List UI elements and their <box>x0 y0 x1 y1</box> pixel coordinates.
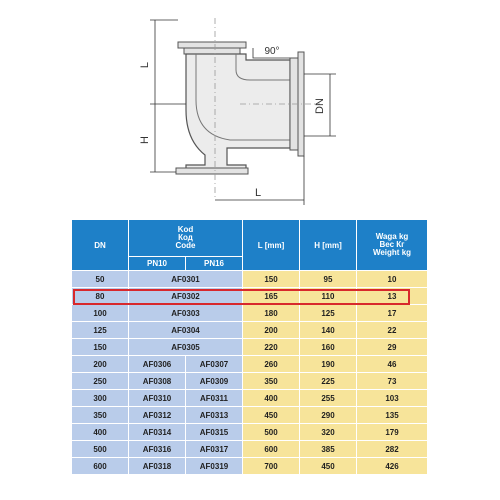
cell-weight: 46 <box>357 356 428 373</box>
cell-h: 140 <box>300 322 357 339</box>
cell-l: 450 <box>243 407 300 424</box>
cell-dn: 250 <box>72 373 129 390</box>
cell-h: 320 <box>300 424 357 441</box>
cell-pn10: AF0312 <box>129 407 186 424</box>
cell-weight: 10 <box>357 271 428 288</box>
header-dn: DN <box>72 220 129 271</box>
cell-code: AF0301 <box>129 271 243 288</box>
cell-l: 350 <box>243 373 300 390</box>
cell-l: 150 <box>243 271 300 288</box>
technical-drawing <box>0 0 500 215</box>
cell-l: 200 <box>243 322 300 339</box>
header-pn10: PN10 <box>129 257 186 271</box>
cell-pn16: AF0313 <box>186 407 243 424</box>
elbow-tee-drawing <box>0 0 500 215</box>
cell-l: 700 <box>243 458 300 475</box>
cell-h: 190 <box>300 356 357 373</box>
cell-pn10: AF0314 <box>129 424 186 441</box>
table-row <box>72 271 428 288</box>
table-row <box>72 390 428 407</box>
cell-h: 450 <box>300 458 357 475</box>
cell-dn: 200 <box>72 356 129 373</box>
table-row <box>72 373 428 390</box>
table-row <box>72 458 428 475</box>
cell-l: 260 <box>243 356 300 373</box>
bottom-flange <box>176 168 248 174</box>
cell-weight: 179 <box>357 424 428 441</box>
cell-h: 225 <box>300 373 357 390</box>
cell-code: AF0305 <box>129 339 243 356</box>
cell-h: 110 <box>300 288 357 305</box>
cell-weight: 22 <box>357 322 428 339</box>
cell-h: 255 <box>300 390 357 407</box>
cell-h: 160 <box>300 339 357 356</box>
cell-dn: 50 <box>72 271 129 288</box>
cell-weight: 13 <box>357 288 428 305</box>
label-diameter: DN <box>314 98 326 114</box>
cell-pn10: AF0318 <box>129 458 186 475</box>
cell-code: AF0302 <box>129 288 243 305</box>
cell-l: 500 <box>243 424 300 441</box>
cell-h: 290 <box>300 407 357 424</box>
cell-pn16: AF0317 <box>186 441 243 458</box>
cell-l: 165 <box>243 288 300 305</box>
cell-l: 220 <box>243 339 300 356</box>
cell-h: 125 <box>300 305 357 322</box>
cell-pn16: AF0311 <box>186 390 243 407</box>
table-row <box>72 441 428 458</box>
cell-l: 400 <box>243 390 300 407</box>
label-height: H <box>139 136 151 144</box>
table-row <box>72 407 428 424</box>
header-code-line-2: Код <box>178 233 193 242</box>
cell-weight: 426 <box>357 458 428 475</box>
table-row <box>72 322 428 339</box>
table-row <box>72 339 428 356</box>
label-length-bottom: L <box>254 187 262 199</box>
cell-l: 600 <box>243 441 300 458</box>
header-h: H [mm] <box>300 220 357 271</box>
cell-l: 180 <box>243 305 300 322</box>
table-row <box>72 305 428 322</box>
header-weight-line-2: Вес Кг <box>379 240 405 249</box>
top-flange <box>178 42 246 54</box>
label-angle: 90° <box>264 46 280 57</box>
header-code-line-1: Kod <box>177 225 194 234</box>
cell-weight: 73 <box>357 373 428 390</box>
cell-pn10: AF0310 <box>129 390 186 407</box>
cell-pn16: AF0309 <box>186 373 243 390</box>
cell-weight: 135 <box>357 407 428 424</box>
cell-dn: 400 <box>72 424 129 441</box>
cell-pn10: AF0306 <box>129 356 186 373</box>
header-pn16: PN16 <box>186 257 243 271</box>
cell-pn10: AF0316 <box>129 441 186 458</box>
table-row <box>72 356 428 373</box>
cell-dn: 500 <box>72 441 129 458</box>
header-weight-line-1: Waga kg <box>375 232 409 241</box>
cell-code: AF0303 <box>129 305 243 322</box>
header-l: L [mm] <box>243 220 300 271</box>
cell-weight: 29 <box>357 339 428 356</box>
cell-weight: 282 <box>357 441 428 458</box>
cell-pn16: AF0307 <box>186 356 243 373</box>
pipe-body <box>186 54 290 172</box>
cell-pn16: AF0319 <box>186 458 243 475</box>
cell-dn: 350 <box>72 407 129 424</box>
cell-dn: 80 <box>72 288 129 305</box>
cell-pn10: AF0308 <box>129 373 186 390</box>
cell-dn: 600 <box>72 458 129 475</box>
cell-h: 385 <box>300 441 357 458</box>
cell-pn16: AF0315 <box>186 424 243 441</box>
header-weight-line-3: Weight kg <box>372 248 412 257</box>
header-code <box>129 220 243 257</box>
table-row-highlighted <box>72 288 428 305</box>
cell-dn: 125 <box>72 322 129 339</box>
cell-dn: 150 <box>72 339 129 356</box>
header-code-line-3: Code <box>175 241 196 250</box>
cell-code: AF0304 <box>129 322 243 339</box>
cell-h: 95 <box>300 271 357 288</box>
table-row <box>72 424 428 441</box>
cell-weight: 17 <box>357 305 428 322</box>
label-length-top: L <box>139 61 151 69</box>
cell-dn: 100 <box>72 305 129 322</box>
spec-table <box>71 219 428 475</box>
cell-dn: 300 <box>72 390 129 407</box>
cell-weight: 103 <box>357 390 428 407</box>
header-weight <box>357 220 428 271</box>
